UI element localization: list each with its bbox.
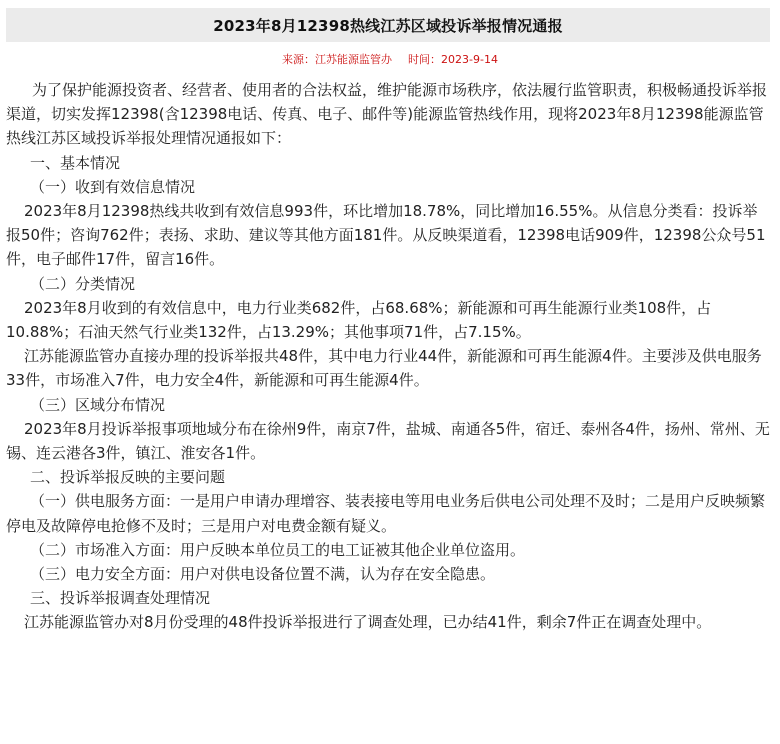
source-label: 来源：江苏能源监管办 <box>282 53 393 66</box>
title-bar <box>6 8 770 42</box>
paragraph-region: 2023年8月投诉举报事项地域分布在徐州9件，南京7件，盐城、南通各5件，宿迁、泰州各4件，扬州、常州、无锡、连云港各3件，镇江、淮安各1件。 <box>6 419 770 463</box>
intro-paragraph: 为了保护能源投资者、经营者、使用者的合法权益，维护能源市场秩序，依法履行监管职责，积极畅通投诉举报渠道，切实发挥12398(含12398电话、传真、电子、邮件等)能源监管热线作用，现将2023年8月12398能源监管热线江苏区域投诉举报处理情况通报如下： <box>6 81 768 148</box>
section-heading-investigation: 三、投诉举报调查处理情况 <box>30 589 211 608</box>
paragraph-direct-handling: 江苏能源监管办直接办理的投诉举报共48件，其中电力行业44件，新能源和可再生能源4件。主要涉及供电服务33件，市场准入7件，电力安全4件，新能源和可再生能源4件。 <box>6 347 762 390</box>
paragraph-received: 2023年8月12398热线共收到有效信息993件，环比增加18.78%，同比增加16.55%。从信息分类看：投诉举报50件；咨询762件；表扬、求助、建议等其他方面181件。从反映渠道看，12398电话909件，12398公众号51件，电子邮件17件，留言16件。 <box>6 202 766 269</box>
paragraph-market-access: （二）市场准入方面：用户反映本单位员工的电工证被其他企业单位盗用。 <box>30 540 526 559</box>
subsection-heading-received: （一）收到有效信息情况 <box>30 177 196 196</box>
paragraph-power-service: （一）供电服务方面：一是用户申请办理增容、装表接电等用电业务后供电公司处理不及时；二是用户反映频繁停电及故障停电抢修不及时；三是用户对电费金额有疑义。 <box>6 492 766 535</box>
subsection-heading-region: （三）区域分布情况 <box>30 395 166 414</box>
section-heading-problems: 二、投诉举报反映的主要问题 <box>30 468 226 487</box>
paragraph-investigation: 江苏能源监管办对8月份受理的48件投诉举报进行了调查处理，已办结41件，剩余7件正在调查处理中。 <box>24 613 712 632</box>
time-label: 时间：2023-9-14 <box>408 53 498 66</box>
subsection-heading-classification: （二）分类情况 <box>30 274 136 293</box>
paragraph-power-safety: （三）电力安全方面：用户对供电设备位置不满，认为存在安全隐患。 <box>30 565 496 584</box>
paragraph-classification: 2023年8月收到的有效信息中，电力行业类682件，占68.68%；新能源和可再生能源行业类108件，占10.88%；石油天然气行业类132件，占13.29%；其他事项71件，占7.15%。 <box>6 298 712 342</box>
section-heading-basic: 一、基本情况 <box>30 153 121 172</box>
article-title: 2023年8月12398热线江苏区域投诉举报情况通报 <box>213 16 563 35</box>
article-body <box>6 78 770 635</box>
article-meta <box>0 51 780 67</box>
